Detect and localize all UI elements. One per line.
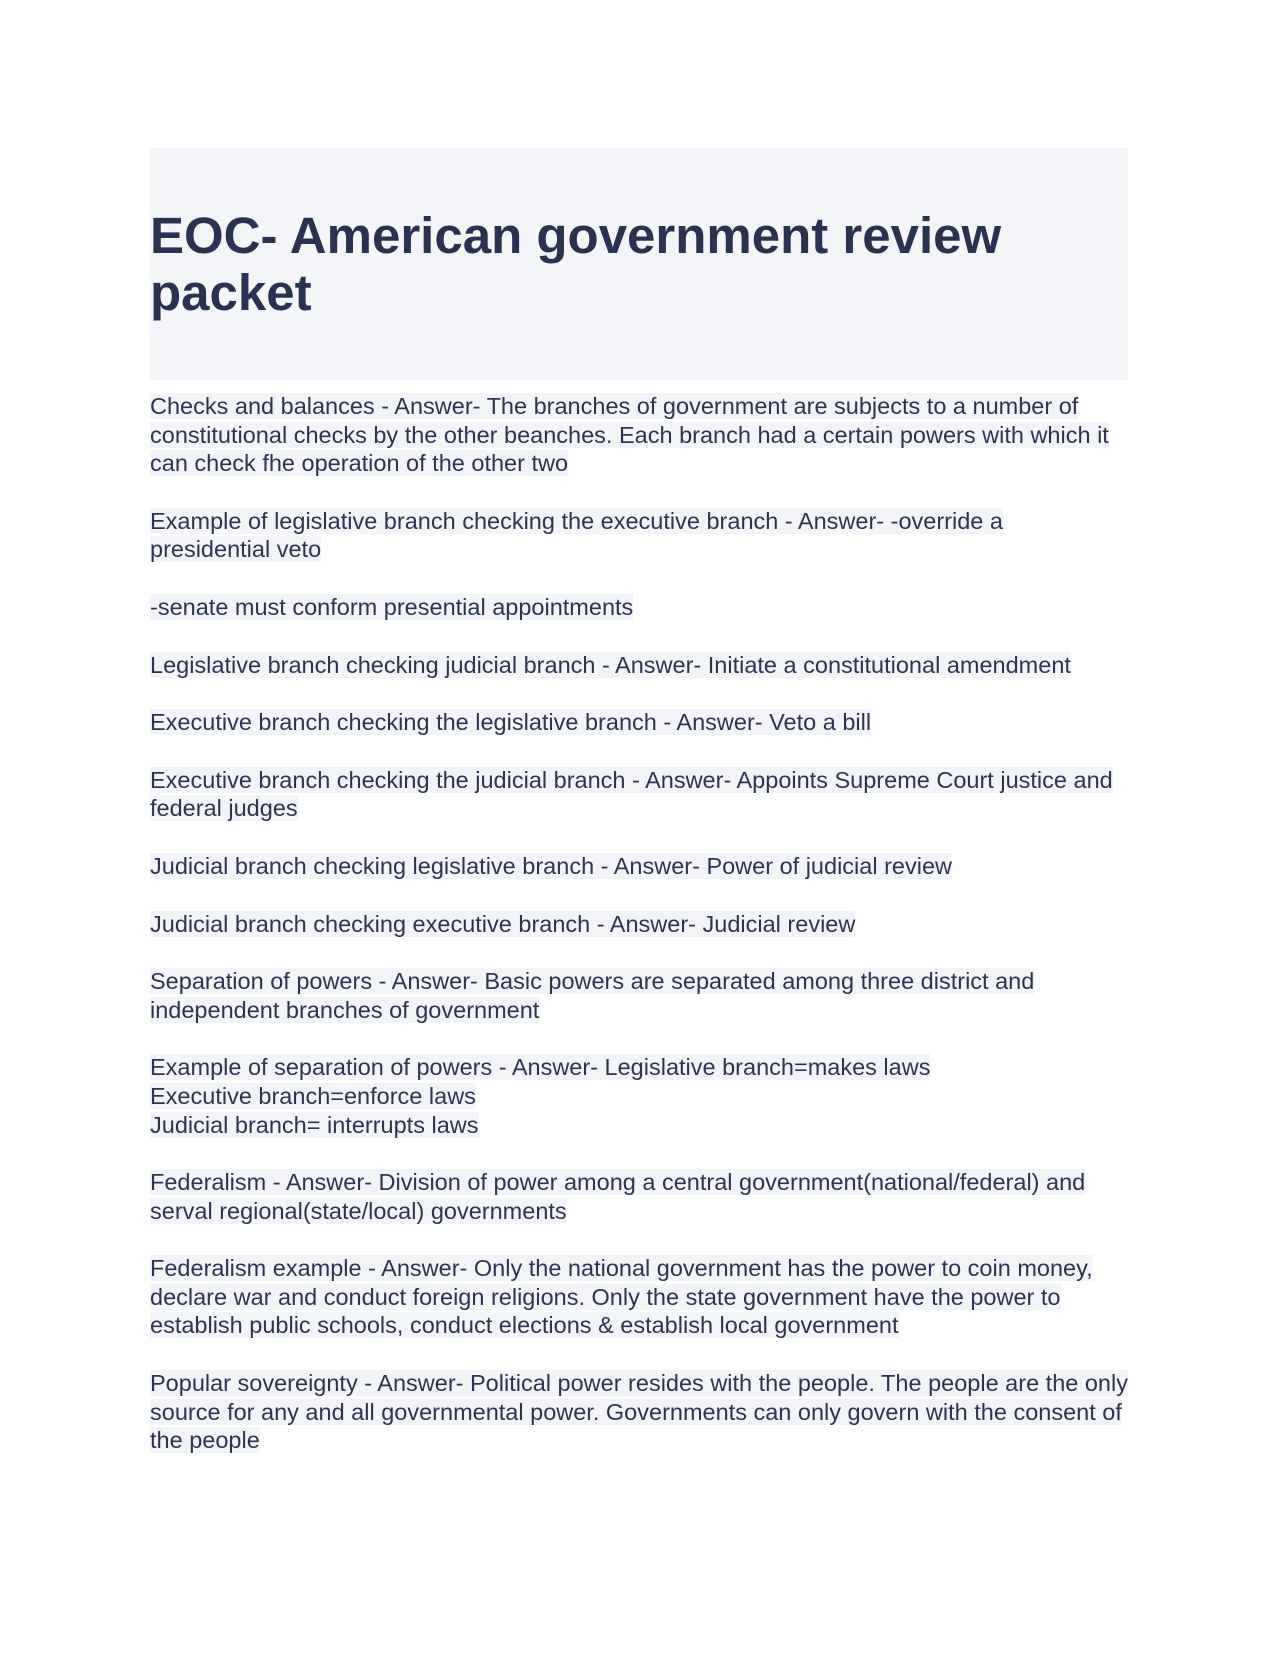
- document-page: [150, 148, 1128, 1484]
- entry-legislative-checks-judicial: Legislative branch checking judicial branch - Answer- Initiate a constitutional amendment: [150, 651, 1071, 678]
- document-body: [150, 392, 1128, 1455]
- entry-legislative-checks-executive: Example of legislative branch checking the executive branch - Answer- -override a presidential veto: [150, 507, 1003, 563]
- entry-executive-checks-judicial: Executive branch checking the judicial branch - Answer- Appoints Supreme Court justice and federal judges: [150, 766, 1113, 822]
- entry-checks-and-balances: Checks and balances - Answer- The branches of government are subjects to a number of constitutional checks by the other beanches. Each branch had a certain powers with which it can check fhe operation of the other two: [150, 393, 1109, 477]
- entry-judicial-checks-executive: Judicial branch checking executive branch - Answer- Judicial review: [150, 910, 856, 937]
- entry-separation-of-powers: Separation of powers - Answer- Basic powers are separated among three district and independent branches of government: [150, 968, 1035, 1023]
- separation-example-line: Example of separation of powers - Answer- Legislative branch=makes laws: [150, 1054, 931, 1081]
- entry-senate-appointments: -senate must conform presential appointments: [150, 593, 634, 620]
- separation-example-line: Executive branch=enforce laws: [150, 1082, 476, 1109]
- entry-popular-sovereignty: Popular sovereignty - Answer- Political power resides with the people. The people are the only source for any and all governmental power. Governments can only govern with the consent of the people: [150, 1370, 1128, 1454]
- entry-separation-example: [150, 1053, 1128, 1139]
- document-title: EOC- American government review packet: [150, 207, 1002, 321]
- entry-federalism-example: Federalism example - Answer- Only the national government has the power to coin money, declare war and conduct foreign religions. Only the state government have the power to establish public schools, conduct elections & establish local government: [150, 1255, 1093, 1339]
- title-block: [150, 148, 1128, 380]
- entry-executive-checks-legislative: Executive branch checking the legislative branch - Answer- Veto a bill: [150, 709, 872, 736]
- separation-example-line: Judicial branch= interrupts laws: [150, 1111, 479, 1138]
- entry-federalism: Federalism - Answer- Division of power among a central government(national/federal) and serval regional(state/local) governments: [150, 1169, 1086, 1224]
- entry-judicial-checks-legislative: Judicial branch checking legislative branch - Answer- Power of judicial review: [150, 852, 952, 879]
